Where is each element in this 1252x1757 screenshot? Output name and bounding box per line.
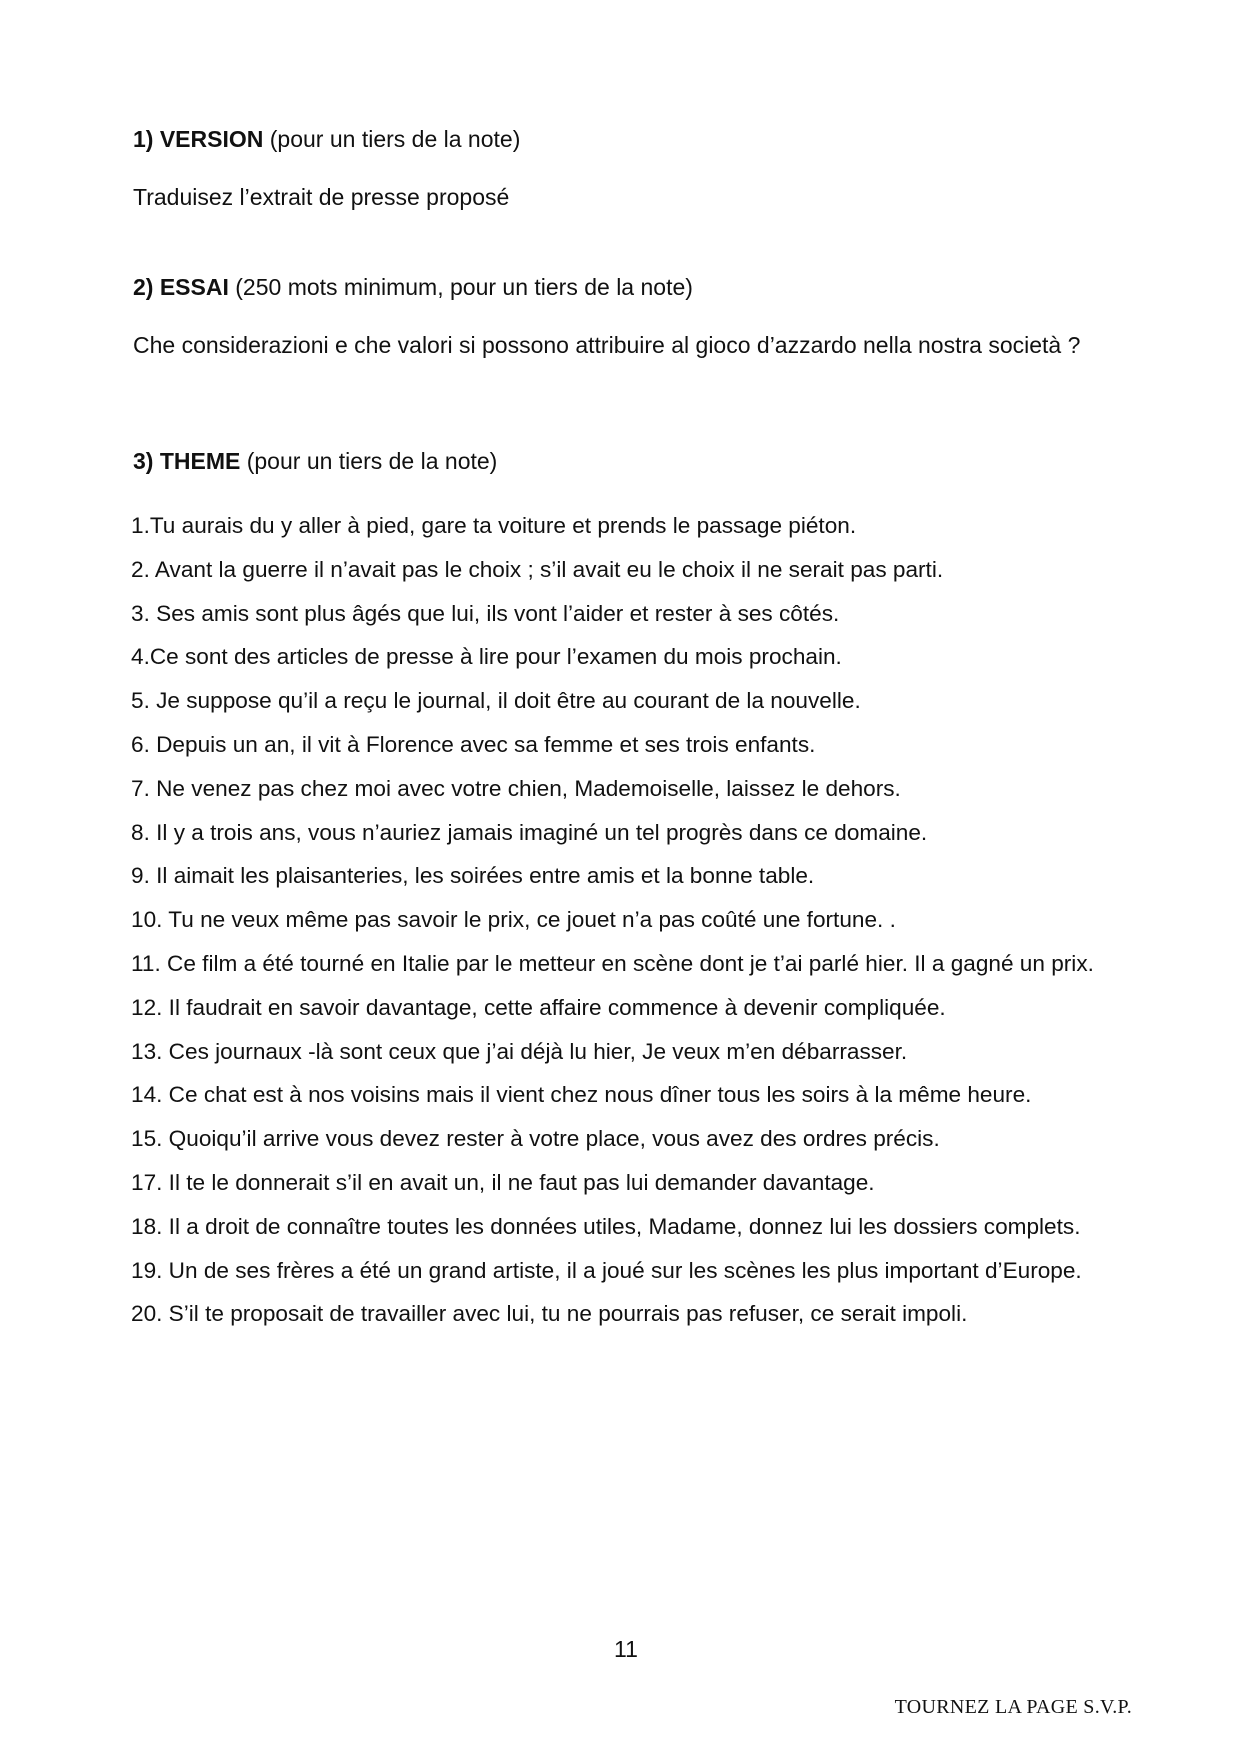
theme-sentence: 3. Ses amis sont plus âgés que lui, ils vont l’aider et rester à ses côtés. bbox=[131, 600, 840, 626]
theme-sentence: 12. Il faudrait en savoir davantage, cette affaire commence à devenir compliquée. bbox=[131, 994, 946, 1020]
section-theme-number: 3) bbox=[133, 448, 154, 474]
section-theme-note: (pour un tiers de la note) bbox=[246, 448, 498, 474]
theme-sentence: 7. Ne venez pas chez moi avec votre chien, Mademoiselle, laissez le dehors. bbox=[131, 775, 901, 801]
section-version-heading bbox=[133, 125, 520, 153]
theme-sentence: 10. Tu ne veux même pas savoir le prix, ce jouet n’a pas coûté une fortune. . bbox=[131, 907, 896, 933]
theme-sentence: 6. Depuis un an, il vit à Florence avec sa femme et ses trois enfants. bbox=[131, 731, 816, 757]
theme-sentence: 14. Ce chat est à nos voisins mais il vient chez nous dîner tous les soirs à la même heure. bbox=[131, 1082, 1032, 1108]
theme-sentence-list bbox=[131, 504, 1130, 1336]
theme-sentence: 11. Ce film a été tourné en Italie par le metteur en scène dont je t’ai parlé hier. Il a gagné un prix. bbox=[131, 950, 1094, 976]
section-version-note: (pour un tiers de la note) bbox=[269, 126, 521, 152]
theme-sentence: 13. Ces journaux -là sont ceux que j’ai déjà lu hier, Je veux m’en débarrasser. bbox=[131, 1038, 908, 1064]
section-version-number: 1) bbox=[133, 126, 154, 152]
theme-sentence: 18. Il a droit de connaître toutes les données utiles, Madame, donnez lui les dossiers complets. bbox=[131, 1213, 1081, 1239]
section-theme-heading bbox=[133, 447, 497, 475]
theme-sentence: 5. Je suppose qu’il a reçu le journal, il doit être au courant de la nouvelle. bbox=[131, 688, 861, 714]
section-essai-number: 2) bbox=[133, 274, 154, 300]
section-version-instruction: Traduisez l’extrait de presse proposé bbox=[133, 184, 510, 210]
theme-sentence: 2. Avant la guerre il n’avait pas le choix ; s’il avait eu le choix il ne serait pas parti. bbox=[131, 556, 944, 582]
theme-sentence: 19. Un de ses frères a été un grand artiste, il a joué sur les scènes les plus important d’Europe. bbox=[131, 1257, 1082, 1283]
theme-sentence: 15. Quoiqu’il arrive vous devez rester à votre place, vous avez des ordres précis. bbox=[131, 1126, 940, 1152]
section-version-title: VERSION bbox=[159, 126, 264, 152]
section-essai-title: ESSAI bbox=[159, 274, 229, 300]
section-essai-note: (250 mots minimum, pour un tiers de la note) bbox=[235, 274, 693, 300]
theme-sentence: 4.Ce sont des articles de presse à lire pour l’examen du mois prochain. bbox=[131, 644, 842, 670]
section-essai-prompt: Che considerazioni e che valori si possono attribuire al gioco d’azzardo nella nostra società ? bbox=[133, 332, 1081, 358]
theme-sentence: 17. Il te le donnerait s’il en avait un, il ne faut pas lui demander davantage. bbox=[131, 1169, 875, 1195]
theme-sentence: 1.Tu aurais du y aller à pied, gare ta voiture et prends le passage piéton. bbox=[131, 513, 857, 538]
section-theme-title: THEME bbox=[159, 448, 241, 474]
footer-turn-page: TOURNEZ LA PAGE S.V.P. bbox=[894, 1696, 1132, 1718]
theme-sentence: 9. Il aimait les plaisanteries, les soirées entre amis et la bonne table. bbox=[131, 863, 815, 889]
theme-sentence: 20. S’il te proposait de travailler avec lui, tu ne pourrais pas refuser, ce serait impoli. bbox=[131, 1301, 968, 1327]
page-number: 11 bbox=[614, 1636, 638, 1662]
section-essai-heading bbox=[133, 273, 693, 301]
theme-sentence: 8. Il y a trois ans, vous n’auriez jamais imaginé un tel progrès dans ce domaine. bbox=[131, 819, 928, 845]
